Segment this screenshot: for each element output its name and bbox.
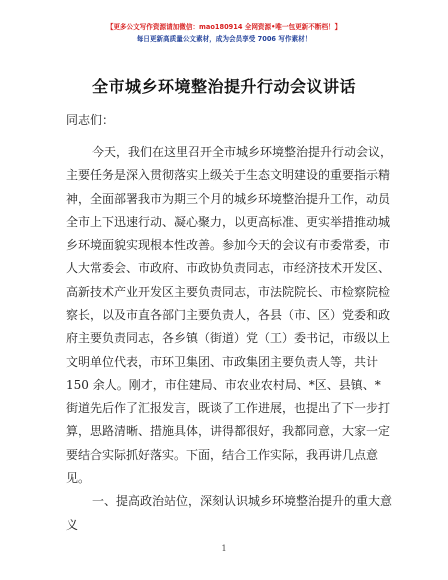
- body-line: 察长，以及市直各部门主要负责人，各县（市、区）党委和政: [66, 308, 391, 322]
- promo-banner-line-2: 每日更新高质量公文素材，成为会员享受 7006 写作素材！: [136, 35, 312, 43]
- body-line: 主要任务是深入贯彻落实上级关于生态文明建设的重要指示精: [66, 168, 391, 182]
- section-heading-line: 义: [66, 518, 79, 532]
- body-line: 高新技术产业开发区主要负责同志，市法院院长、市检察院检: [66, 285, 391, 299]
- body-line: 全市上下迅速行动、凝心聚力，以更高标准、更实举措推动城: [66, 215, 391, 229]
- body-line: 街道先后作了汇报发言，既谈了工作进展，也提出了下一步打: [66, 401, 391, 415]
- body-line: 要结合实际抓好落实。下面，结合工作实际，我再讲几点意: [66, 448, 379, 462]
- salutation: 同志们：: [66, 113, 115, 127]
- body-line: 神，全面部署我市为期三个月的城乡环境整治提升工作，动员: [66, 192, 391, 206]
- document-title: 全市城乡环境整治提升行动会议讲话: [91, 77, 356, 96]
- body-line: 算，思路清晰、措施具体，讲得都很好，我都同意，大家一定: [66, 424, 391, 438]
- page-number: 1: [221, 544, 227, 553]
- body-line: 文明单位代表，市环卫集团、市政集团主要负责人等，共计: [66, 355, 379, 369]
- body-line: 府主要负责同志，各乡镇（街道）党（工）委书记，市级以上: [66, 331, 391, 345]
- body-line: 今天，我们在这里召开全市城乡环境整治提升行动会议，: [92, 145, 393, 159]
- body-line: 人大常委会、市政府、市政协负责同志，市经济技术开发区、: [66, 261, 391, 275]
- body-line: 150 余人。刚才，市住建局、市农业农村局、*区、县镇、*: [66, 378, 381, 392]
- body-line: 见。: [66, 471, 91, 485]
- promo-banner-line-1: 【更多公文写作资源请加微信：mao180914 全网资源•唯一包更新不断档！】: [106, 23, 342, 31]
- section-heading-line: 一、提高政治站位，深刻认识城乡环境整治提升的重大意: [92, 494, 393, 508]
- body-line: 乡环境面貌实现根本性改善。参加今天的会议有市委常委，市: [66, 238, 391, 252]
